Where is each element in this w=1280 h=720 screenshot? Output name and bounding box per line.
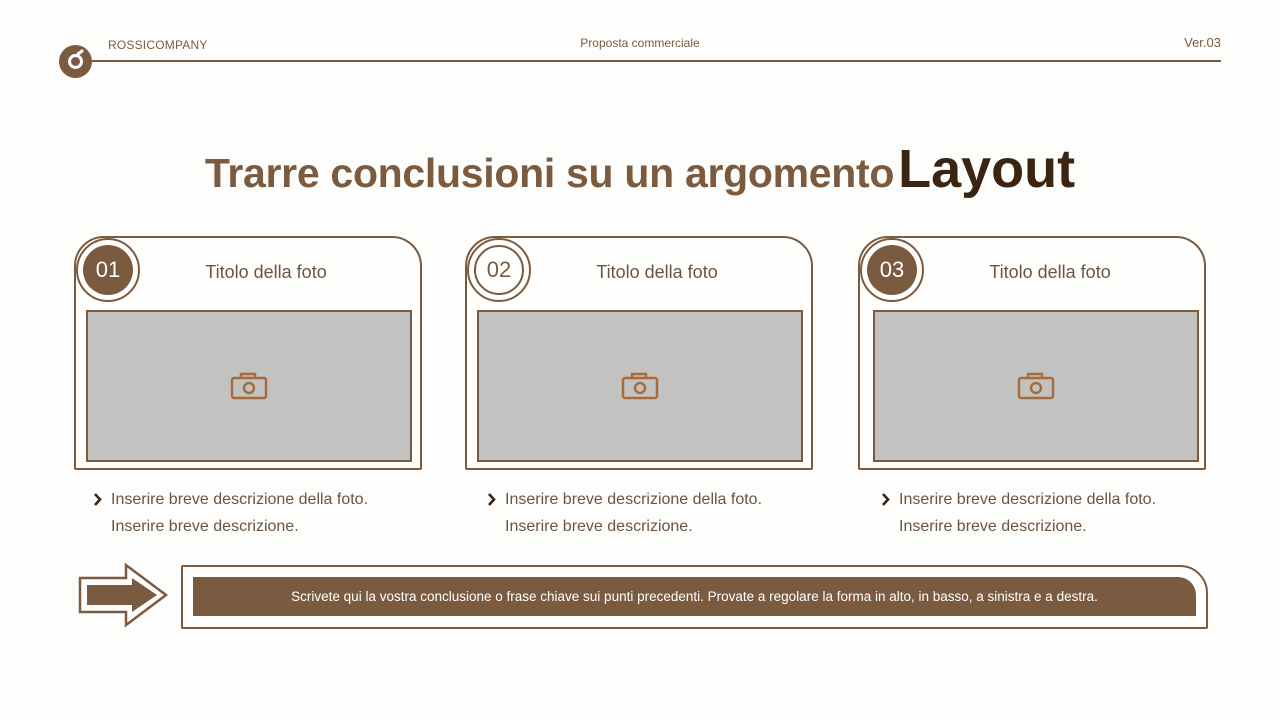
chevron-right-icon [91, 486, 105, 513]
description-line-1: Inserire breve descrizione della foto. [899, 491, 1157, 508]
card-title: Titolo della foto [989, 262, 1111, 282]
photo-placeholder[interactable] [86, 310, 412, 462]
header-divider [92, 60, 1221, 62]
logo-mark-icon [59, 45, 92, 78]
document-type: Proposta commerciale [580, 36, 700, 50]
photo-card-2 [465, 236, 813, 470]
card-title: Titolo della foto [596, 262, 718, 282]
description-line-2: Inserire breve descrizione. [505, 518, 693, 535]
photo-placeholder[interactable] [873, 310, 1199, 462]
company-name: ROSSICOMPANY [108, 38, 208, 52]
description-line-1: Inserire breve descrizione della foto. [505, 491, 763, 508]
version-label: Ver.03 [1184, 35, 1221, 50]
photo-placeholder[interactable] [477, 310, 803, 462]
camera-icon [230, 371, 268, 401]
card-number-badge [76, 238, 140, 302]
card-number: 03 [867, 245, 917, 295]
card-description-1 [111, 486, 431, 540]
photo-card-3 [858, 236, 1206, 470]
camera-icon [621, 371, 659, 401]
chevron-right-icon [485, 486, 499, 513]
conclusion-text: Scrivete qui la vostra conclusione o frase chiave sui punti precedenti. Provate a regolare la forma in alto, in basso, a sinistra e a destra. [291, 589, 1098, 604]
chevron-right-icon [879, 486, 893, 513]
card-number-badge [860, 238, 924, 302]
photo-card-1 [74, 236, 422, 470]
card-number: 01 [83, 245, 133, 295]
card-description-3 [899, 486, 1219, 540]
description-line-1: Inserire breve descrizione della foto. [111, 491, 369, 508]
title-main: Trarre conclusioni su un argomento [204, 150, 895, 196]
title-accent: Layout [898, 139, 1076, 199]
card-number: 02 [474, 245, 524, 295]
arrow-right-icon [78, 563, 170, 629]
description-line-2: Inserire breve descrizione. [899, 518, 1087, 535]
camera-icon [1017, 371, 1055, 401]
card-number-badge [467, 238, 531, 302]
slide-title [0, 138, 1280, 200]
card-description-2 [505, 486, 825, 540]
conclusion-bar[interactable] [193, 577, 1196, 616]
card-title: Titolo della foto [205, 262, 327, 282]
description-line-2: Inserire breve descrizione. [111, 518, 299, 535]
